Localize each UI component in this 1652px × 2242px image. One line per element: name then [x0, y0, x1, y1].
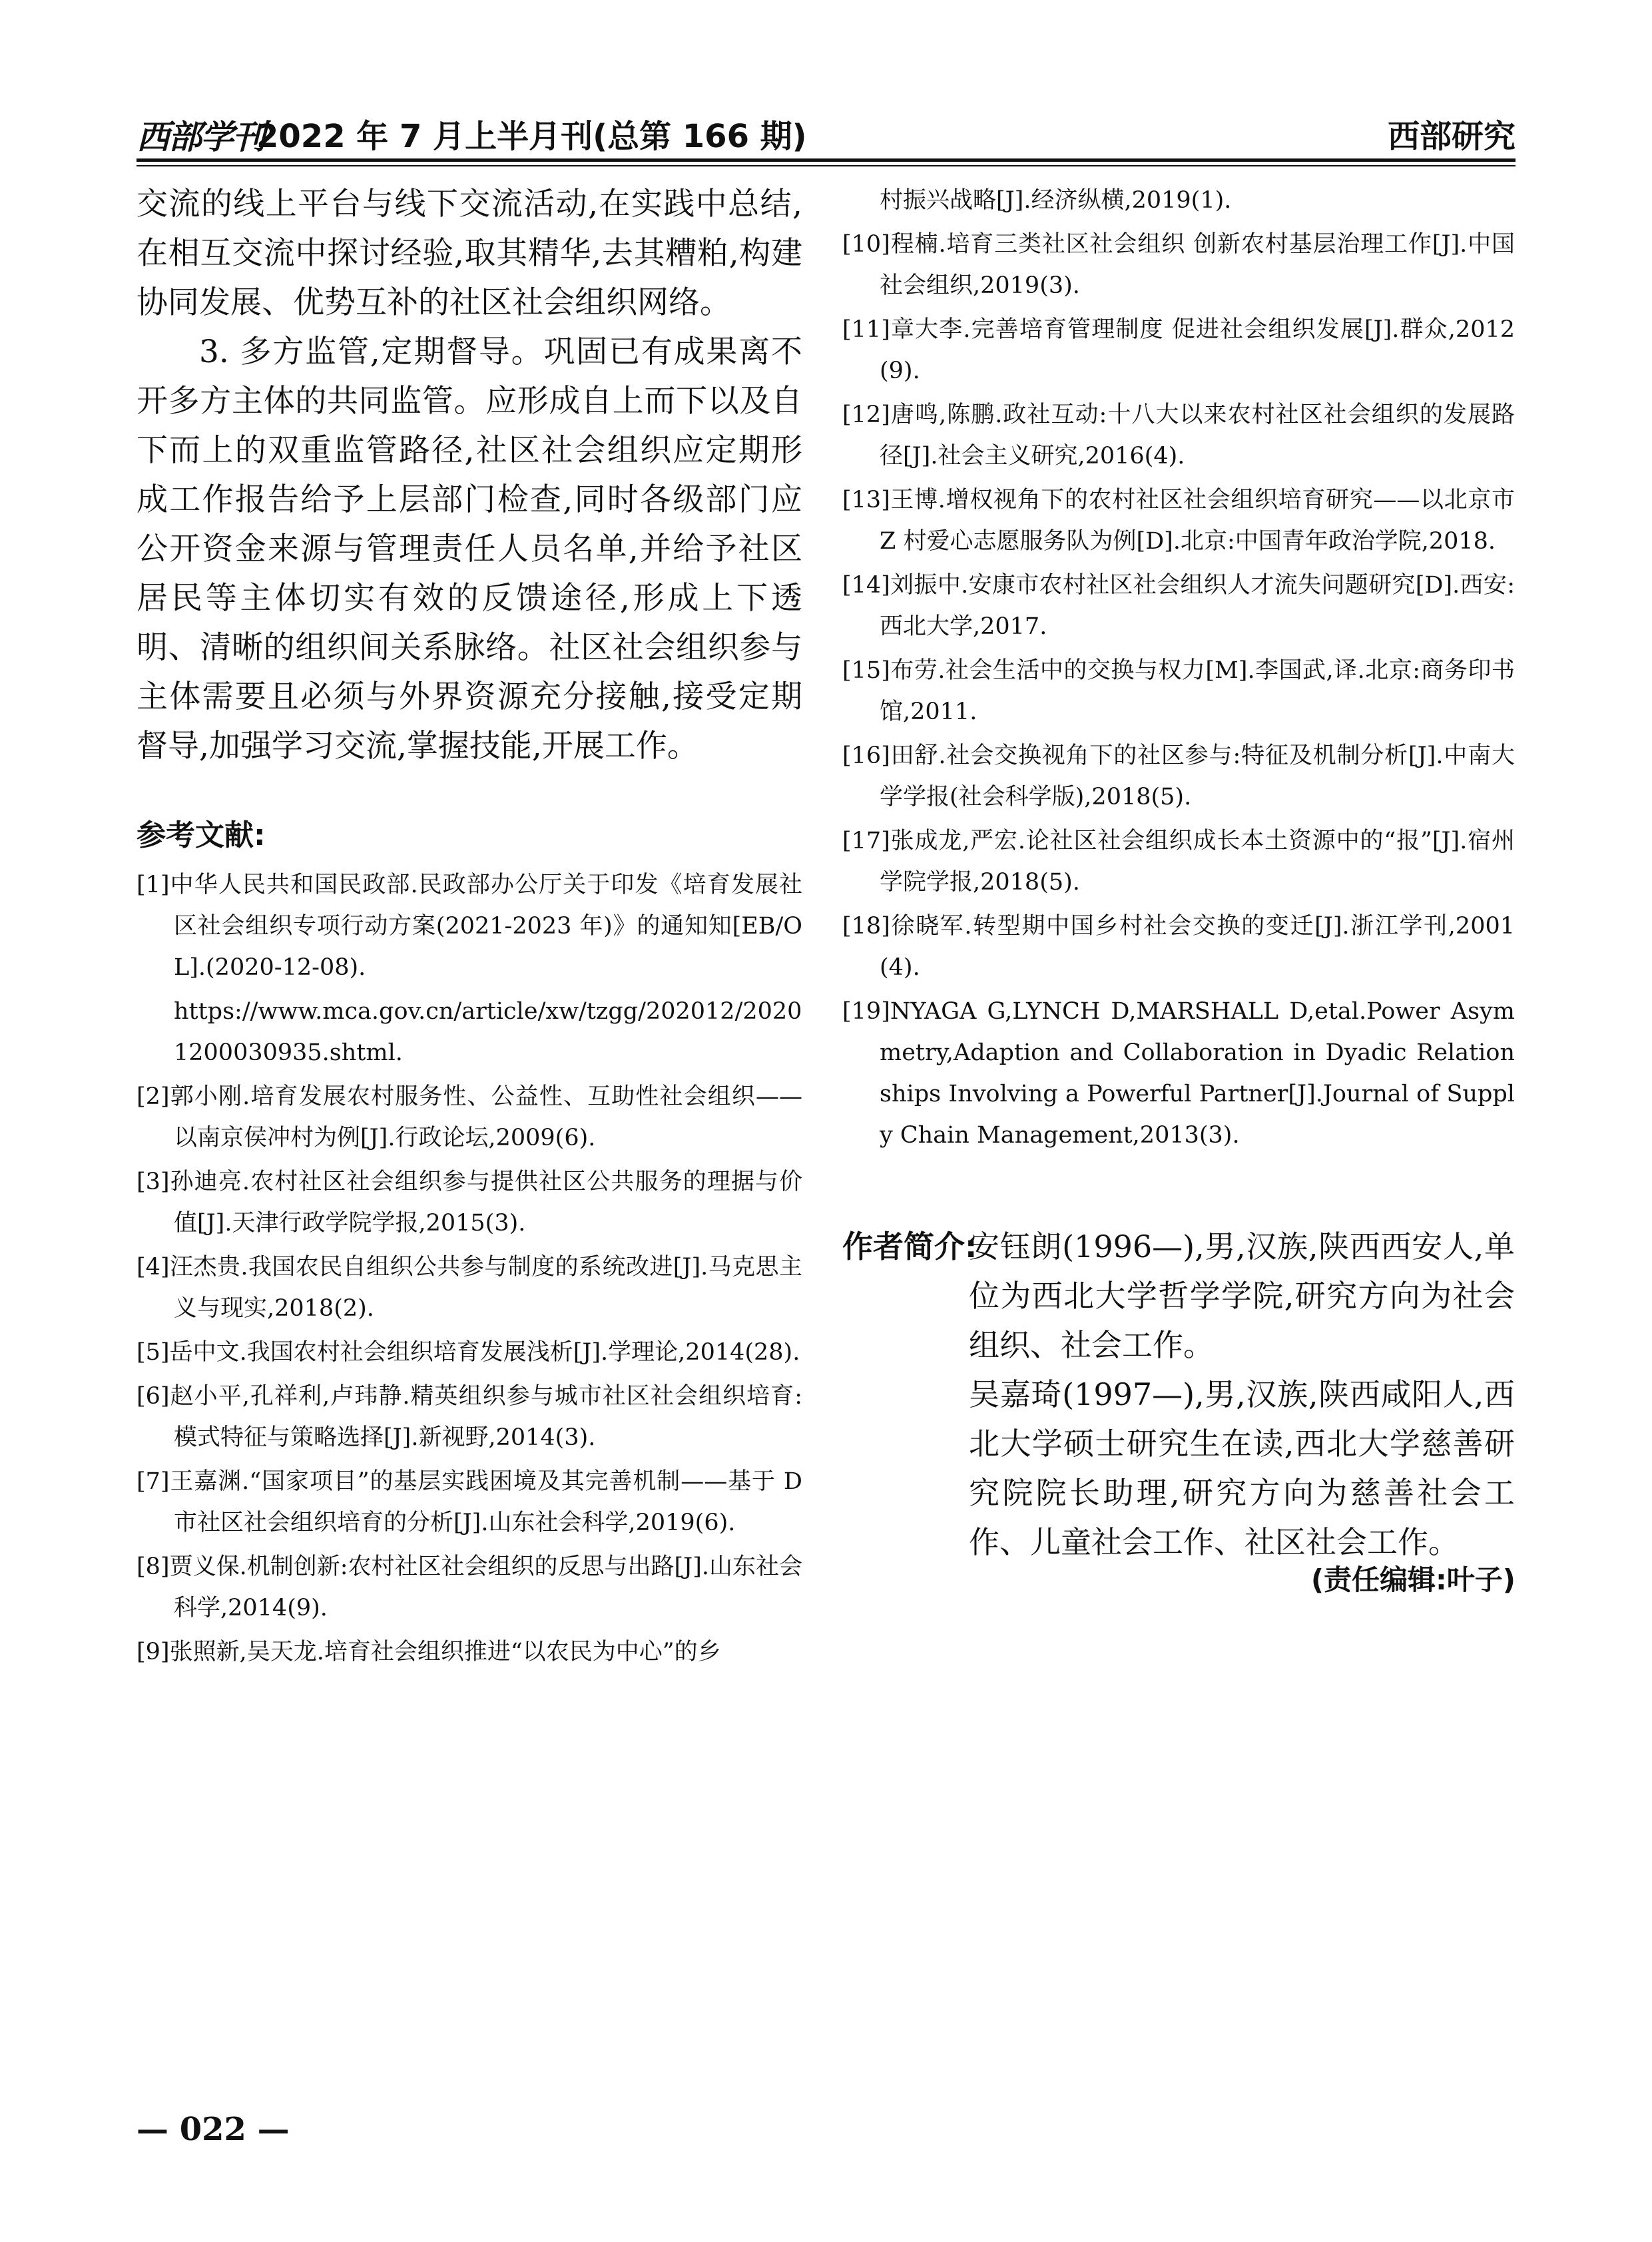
header-rule-thin	[137, 165, 1515, 166]
reference-item: [11]章大李.完善培育管理制度 促进社会组织发展[J].群众,2012(9).	[842, 316, 1515, 384]
reference-item: [2]郭小刚.培育发展农村服务性、公益性、互助性社会组织——以南京侯冲村为例[J].行政论坛,2009(6).	[137, 1083, 802, 1151]
reference-item: [6]赵小平,孔祥利,卢玮静.精英组织参与城市社区社会组织培育:模式特征与策略选择[J].新视野,2014(3).	[137, 1383, 802, 1451]
reference-item: [19]NYAGA G,LYNCH D,MARSHALL D,etal.Power Asymmetry,Adaption and Collaboration in Dyadic Relationships Involving a Powerful Partner[J].Journal of Supply Chain Management,2013(3).	[842, 998, 1515, 1149]
reference-item: [13]王博.增权视角下的农村社区社会组织培育研究——以北京市 Z 村爱心志愿服务队为例[D].北京:中国青年政治学院,2018.	[842, 487, 1515, 555]
reference-item: [14]刘振中.安康市农村社区社会组织人才流失问题研究[D].西安:西北大学,2017.	[842, 572, 1515, 640]
reference-item: [15]布劳.社会生活中的交换与权力[M].李国武,译.北京:商务印书馆,2011.	[842, 657, 1515, 725]
reference-item: [8]贾义保.机制创新:农村社区社会组织的反思与出路[J].山东社会科学,2014(9).	[137, 1553, 802, 1621]
author-info	[842, 1222, 1515, 1567]
body-paragraph: 交流的线上平台与线下交流活动,在实践中总结,在相互交流中探讨经验,取其精华,去其糟粕,构建协同发展、优势互补的社区社会组织网络。	[137, 186, 802, 321]
reference-item: [10]程楠.培育三类社区社会组织 创新农村基层治理工作[J].中国社会组织,2019(3).	[842, 231, 1515, 299]
references-heading: 参考文献:	[137, 818, 266, 852]
reference-item: [12]唐鸣,陈鹏.政社互动:十八大以来农村社区社会组织的发展路径[J].社会主义研究,2016(4).	[842, 402, 1515, 469]
issue-info: 2022 年 7 月上半月刊(总第 166 期)	[256, 118, 807, 155]
reference-item: [16]田舒.社会交换视角下的社区参与:特征及机制分析[J].中南大学学报(社会科学版),2018(5).	[842, 742, 1515, 810]
reference-item: [3]孙迪亮.农村社区社会组织参与提供社区公共服务的理据与价值[J].天津行政学院学报,2015(3).	[137, 1169, 802, 1237]
page-number: — 022 —	[137, 2111, 290, 2148]
reference-item: [5]岳中文.我国农村社会组织培育发展浅析[J].学理论,2014(28).	[137, 1339, 800, 1366]
header-rule	[137, 158, 1515, 162]
author-entry: 吴嘉琦(1997—),男,汉族,陕西咸阳人,西北大学硕士研究生在读,西北大学慈善研究院院长助理,研究方向为慈善社会工作、儿童社会工作、社区社会工作。	[969, 1376, 1515, 1560]
page-header	[137, 107, 1515, 154]
reference-item: [9]张照新,吴天龙.培育社会组织推进“以农民为中心”的乡	[137, 1639, 721, 1665]
reference-continuation: 村振兴战略[J].经济纵横,2019(1).	[880, 187, 1232, 214]
left-column	[137, 180, 802, 1675]
body-paragraph: 3. 多方监管,定期督导。巩固已有成果离不开多方主体的共同监管。应形成自上而下以及自下而上的双重监管路径,社区社会组织应定期形成工作报告给予上层部门检查,同时各级部门应公开资金来源与管理责任人员名单,并给予社区居民等主体切实有效的反馈途径,形成上下透明、清晰的组织间关系脉络。社区社会组织参与主体需要且必须与外界资源充分接触,接受定期督导,加强学习交流,掌握技能,开展工作。	[137, 334, 802, 764]
reference-item: [1]中华人民共和国民政部.民政部办公厅关于印发《培育发展社区社会组织专项行动方案(2021-2023 年)》的通知知[EB/OL].(2020-12-08).	[137, 872, 802, 981]
section-name: 西部研究	[1387, 118, 1515, 155]
reference-item: [17]张成龙,严宏.论社区社会组织成长本土资源中的“报”[J].宿州学院学报,2018(5).	[842, 828, 1515, 896]
author-label: 作者简介:	[842, 1229, 977, 1264]
author-entry: 安钰朗(1996—),男,汉族,陕西西安人,单位为西北大学哲学学院,研究方向为社会组织、社会工作。	[969, 1229, 1515, 1363]
reference-item: [18]徐晓军.转型期中国乡村社会交换的变迁[J].浙江学刊,2001(4).	[842, 913, 1515, 981]
reference-url: https://www.mca.gov.cn/article/xw/tzgg/202012/20201200030935.shtml.	[174, 998, 802, 1066]
editor-note: (责任编辑:叶子)	[1310, 1563, 1515, 1596]
reference-item: [7]王嘉渊.“国家项目”的基层实践困境及其完善机制——基于 D 市社区社会组织培育的分析[J].山东社会科学,2019(6).	[137, 1468, 802, 1536]
reference-item: [4]汪杰贵.我国农民自组织公共参与制度的系统改进[J].马克思主义与现实,2018(2).	[137, 1254, 802, 1322]
journal-logo: 西部学刊	[137, 117, 264, 156]
right-column	[842, 180, 1515, 1159]
